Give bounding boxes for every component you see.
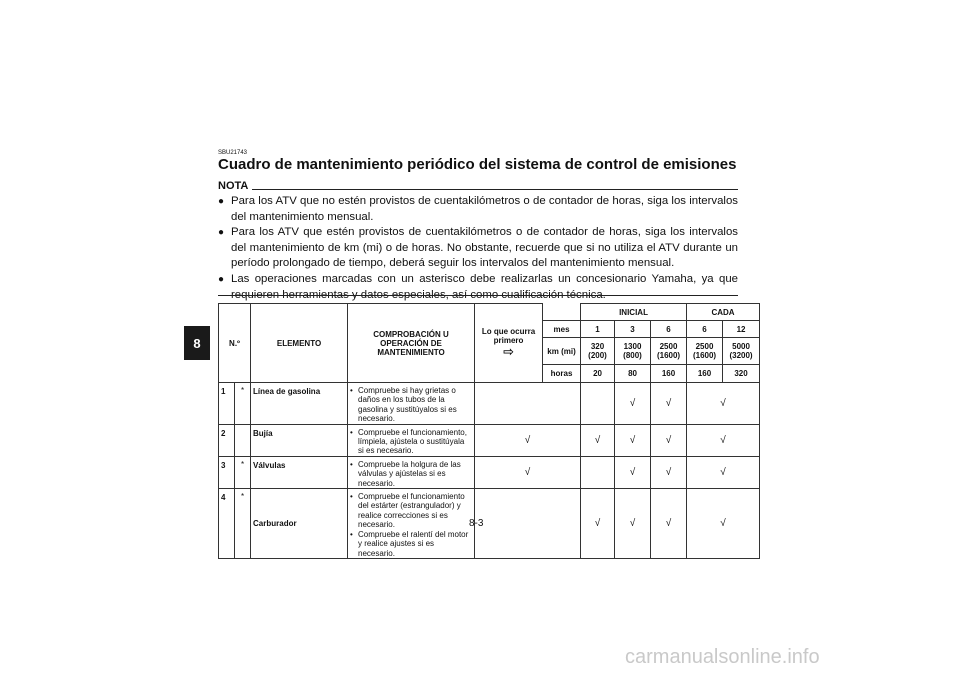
check-mark-cell: √: [475, 456, 581, 488]
check-mark-cell: √: [581, 424, 615, 456]
check-mark-cell: √: [615, 456, 651, 488]
check-mark-cell: √: [651, 383, 687, 425]
row-number: 2: [219, 424, 235, 456]
check-item: [350, 428, 472, 456]
bullet-icon: ●: [218, 273, 225, 285]
table-row: [219, 456, 760, 488]
check-item: [350, 492, 472, 530]
row-number: 1: [219, 383, 235, 425]
arrow-right-icon: ⇨: [503, 344, 514, 359]
check-text: Compruebe el funcionamiento, límpiela, ajústela o sustitúyala si es necesario.: [358, 427, 467, 456]
bullet-icon: •: [350, 529, 353, 539]
check-mark-cell: √: [615, 489, 651, 559]
hours-label: horas: [543, 365, 581, 383]
row-element: Línea de gasolina: [251, 383, 348, 425]
check-mark-cell: √: [687, 424, 760, 456]
check-text: Compruebe si hay grietas o daños en los tubos de la gasolina y sustitúyalos si es necesario.: [358, 386, 457, 424]
check-mark-cell: √: [651, 489, 687, 559]
row-element: Bujía: [251, 424, 348, 456]
nota-rule: [252, 189, 738, 190]
hours-value: 20: [581, 365, 615, 383]
header-first-label: Lo que ocurra primero: [481, 327, 536, 345]
asterisk-mark: *: [235, 489, 251, 559]
maintenance-table: [218, 303, 760, 559]
hours-value: 160: [687, 365, 723, 383]
row-checks: [348, 424, 475, 456]
header-num: N.º: [219, 304, 251, 383]
hours-value: 320: [723, 365, 760, 383]
row-checks: [348, 456, 475, 488]
chapter-tab: 8: [184, 326, 210, 360]
header-element: ELEMENTO: [251, 304, 348, 383]
nota-item: [218, 194, 738, 225]
bullet-icon: •: [350, 427, 353, 437]
hours-value: 160: [651, 365, 687, 383]
bullet-icon: ●: [218, 227, 225, 239]
check-text: Compruebe el ralentí del motor y realice ajustes si es necesario.: [358, 529, 469, 558]
asterisk-mark: *: [235, 456, 251, 488]
header-initial: INICIAL: [581, 304, 687, 321]
nota-header: [218, 180, 738, 192]
asterisk-mark: *: [235, 383, 251, 425]
header-first: [475, 304, 543, 383]
month-label: mes: [543, 321, 581, 338]
hours-value: 80: [615, 365, 651, 383]
watermark: carmanualsonline.info: [625, 646, 820, 668]
header-check: COMPROBACIÓN U OPERACIÓN DE MANTENIMIENTO: [348, 304, 475, 383]
bullet-icon: •: [350, 386, 353, 395]
nota-end-rule: [218, 295, 738, 296]
table-row: [219, 489, 760, 559]
nota-item-text: Las operaciones marcadas con un asterisco debe realizarlas un concesionario Yamaha, ya que requieren herramientas y datos especiales, así como cualificación técnica.: [231, 272, 738, 301]
km-value: 2500 (1600): [651, 338, 687, 365]
check-mark-cell: √: [475, 424, 581, 456]
month-value: 12: [723, 321, 760, 338]
row-element: Válvulas: [251, 456, 348, 488]
month-value: 6: [651, 321, 687, 338]
check-mark-cell: √: [687, 489, 760, 559]
check-mark-cell: √: [581, 489, 615, 559]
header-corner: [543, 304, 581, 321]
asterisk-mark: [235, 424, 251, 456]
month-value: 1: [581, 321, 615, 338]
nota-label: NOTA: [218, 180, 249, 192]
km-value: 2500 (1600): [687, 338, 723, 365]
page-title: Cuadro de mantenimiento periódico del sistema de control de emisiones: [218, 156, 737, 173]
bullet-icon: •: [350, 459, 353, 469]
check-item: [350, 460, 472, 488]
km-label: km (mi): [543, 338, 581, 365]
check-mark-cell: √: [687, 456, 760, 488]
check-mark-cell: √: [615, 424, 651, 456]
bullet-icon: ●: [218, 196, 225, 207]
nota-item: [218, 272, 738, 303]
nota-item-text: Para los ATV que no estén provistos de cuentakilómetros o de contador de horas, siga los intervalos del mantenimiento mensual.: [231, 195, 738, 223]
row-element: Carburador: [251, 489, 348, 559]
check-mark-cell: [581, 383, 615, 425]
check-mark-cell: [475, 383, 581, 425]
header-every: CADA: [687, 304, 760, 321]
check-text: Compruebe la holgura de las válvulas y ajústelas si es necesario.: [358, 459, 461, 488]
page-number: 8-3: [469, 518, 484, 529]
row-checks: [348, 489, 475, 559]
month-value: 6: [687, 321, 723, 338]
check-item: [350, 530, 472, 558]
table-row: [219, 383, 760, 425]
row-checks: [348, 383, 475, 425]
km-value: 1300 (800): [615, 338, 651, 365]
header-row-groups: [219, 304, 760, 321]
km-value: 5000 (3200): [723, 338, 760, 365]
check-mark-cell: [475, 489, 581, 559]
check-mark-cell: [581, 456, 615, 488]
nota-list: [218, 194, 738, 303]
km-value: 320 (200): [581, 338, 615, 365]
month-value: 3: [615, 321, 651, 338]
check-text: Compruebe el funcionamiento del estárter (estrangulador) y realice correcciones si es necesario.: [358, 492, 465, 530]
bullet-icon: •: [350, 492, 353, 502]
check-mark-cell: √: [615, 383, 651, 425]
nota-item: [218, 225, 738, 272]
table-row: [219, 424, 760, 456]
check-mark-cell: √: [651, 456, 687, 488]
section-code: SBU21743: [218, 150, 248, 156]
check-mark-cell: √: [687, 383, 760, 425]
row-number: 3: [219, 456, 235, 488]
row-number: 4: [219, 489, 235, 559]
check-mark-cell: √: [651, 424, 687, 456]
nota-item-text: Para los ATV que estén provistos de cuentakilómetros o de contador de horas, siga los intervalos del mantenimiento de km (mi) o de horas. No obstante, recuerde que si no utiliza el ATV durante un período prolongado de tiempo, deberá seguir los intervalos del mantenimiento mensual.: [231, 226, 738, 270]
check-item: [350, 386, 472, 424]
